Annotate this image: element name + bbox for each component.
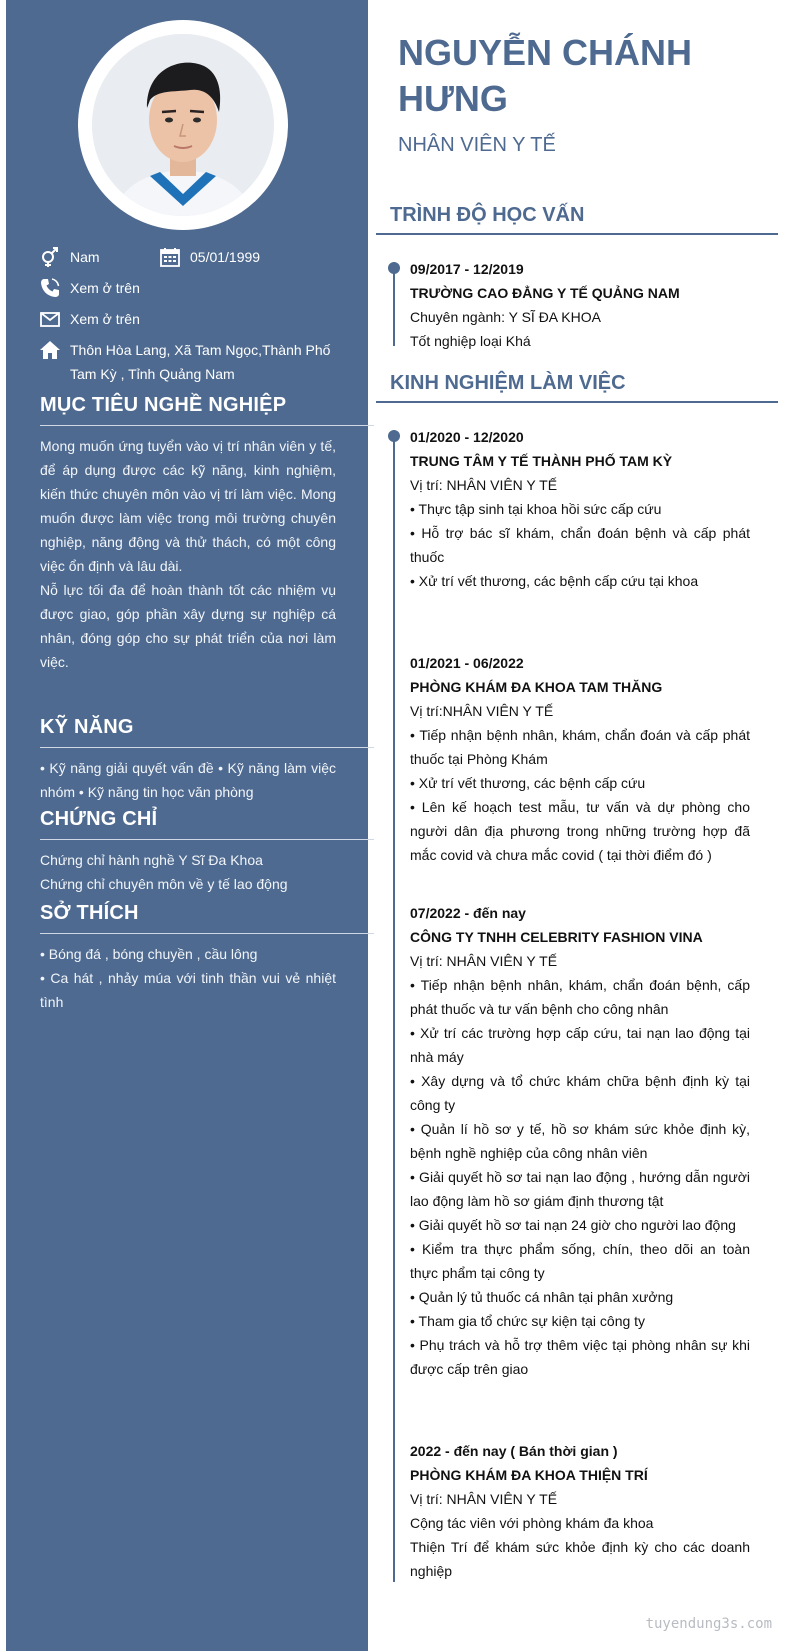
objective-body: [40, 434, 374, 674]
entry-date: 2022 - đến nay ( Bán thời gian ): [410, 1443, 618, 1459]
email-row: [40, 307, 340, 331]
entry-line: • Xử trí vết thương, các bệnh cấp cứu: [410, 775, 646, 791]
objective-section: [40, 394, 374, 674]
entry-line: Vị trí:NHÂN VIÊN Y TẾ: [410, 703, 554, 719]
entry-line: • Xây dựng và tổ chức khám chữa bệnh định kỳ tại công ty: [410, 1073, 750, 1113]
phone-value: Xem ở trên: [70, 280, 140, 296]
phone-icon: [40, 278, 60, 298]
watermark: tuyendung3s.com: [645, 1616, 772, 1632]
candidate-name: NGUYỄN CHÁNH HƯNG: [398, 32, 693, 119]
experience-entry: [410, 1439, 750, 1583]
experience-title: KINH NGHIỆM LÀM VIỆC: [376, 372, 778, 403]
entry-line: • Thực tập sinh tại khoa hồi sức cấp cứu: [410, 501, 662, 517]
entry-org: CÔNG TY TNHH CELEBRITY FASHION VINA: [410, 929, 703, 945]
entry-line: • Giải quyết hồ sơ tai nạn lao động , hướng dẫn người lao động làm hồ sơ giám định thương tật: [410, 1169, 750, 1209]
entry-line: • Tham gia tổ chức sự kiện tại công ty: [410, 1313, 646, 1329]
certificates-body: [40, 848, 374, 896]
entry-line: • Xử trí vết thương, các bệnh cấp cứu tại khoa: [410, 573, 699, 589]
calendar-icon: [160, 247, 180, 267]
entry-date: 09/2017 - 12/2019: [410, 261, 524, 277]
entry-date: 07/2022 - đến nay: [410, 905, 526, 921]
entry-line: Thiện Trí để khám sức khỏe định kỳ cho các doanh nghiệp: [410, 1539, 750, 1579]
entry-line: • Hỗ trợ bác sĩ khám, chẩn đoán bệnh và cấp phát thuốc: [410, 525, 750, 565]
avatar: [92, 34, 274, 216]
entry-line: Tốt nghiệp loại Khá: [410, 333, 531, 349]
entry-line: • Phụ trách và hỗ trợ thêm việc tại phòng nhân sự khi được cấp trên giao: [410, 1337, 750, 1377]
hobbies-section: [40, 902, 374, 1014]
entry-line: • Quản lí hồ sơ y tế, hồ sơ khám sức khỏe định kỳ, bệnh nghề nghiệp của công nhân viên: [410, 1121, 750, 1161]
entry-date: 01/2021 - 06/2022: [410, 655, 524, 671]
entry-line: Chuyên ngành: Y SĨ ĐA KHOA: [410, 309, 601, 325]
address-value: Thôn Hòa Lang, Xã Tam Ngọc,Thành Phố Tam Kỳ , Tỉnh Quảng Nam: [70, 342, 331, 382]
skills-body: • Kỹ năng giải quyết vấn đề • Kỹ năng làm việc nhóm • Kỹ năng tin học văn phòng: [40, 760, 336, 800]
gender-icon: [40, 247, 60, 267]
objective-title: MỤC TIÊU NGHỀ NGHIỆP: [40, 394, 374, 426]
avatar-photo: [92, 34, 274, 216]
gender-value: Nam: [70, 249, 100, 265]
timeline-dot: [388, 262, 400, 274]
entry-org: PHÒNG KHÁM ĐA KHOA TAM THĂNG: [410, 679, 663, 695]
entry-date: 01/2020 - 12/2020: [410, 429, 524, 445]
certificates-section: [40, 808, 374, 896]
education-title: TRÌNH ĐỘ HỌC VẤN: [376, 204, 778, 235]
experience-entry: [410, 651, 750, 867]
entry-line: • Kiểm tra thực phẩm sống, chín, theo dõi an toàn thực phẩm tại công ty: [410, 1241, 750, 1281]
entry-org: TRƯỜNG CAO ĐẲNG Y TẾ QUẢNG NAM: [410, 285, 680, 301]
job-title: NHÂN VIÊN Y TẾ: [398, 134, 556, 156]
phone-row: [40, 276, 340, 300]
education-entry: [410, 257, 750, 353]
experience-entry: [410, 901, 750, 1381]
objective-paragraph: Nỗ lực tối đa để hoàn thành tốt các nhiệm vụ được giao, góp phần xây dựng sự nghiệp cá nhân, đóng góp cho sự phát triển của nơi làm việc.: [40, 582, 336, 670]
entry-line: • Quản lý tủ thuốc cá nhân tại phân xưởng: [410, 1289, 674, 1305]
skills-section: [40, 716, 374, 804]
entry-line: Vị trí: NHÂN VIÊN Y TẾ: [410, 477, 558, 493]
hobby-item: • Bóng đá , bóng chuyền , cầu lông: [40, 946, 258, 962]
home-icon: [40, 340, 60, 360]
experience-timeline: [393, 430, 395, 1582]
left-sidebar: [6, 0, 368, 1651]
skills-title: KỸ NĂNG: [40, 716, 374, 748]
entry-line: Vị trí: NHÂN VIÊN Y TẾ: [410, 1491, 558, 1507]
avatar-frame: [78, 20, 288, 230]
certificate-item: Chứng chỉ chuyên môn về y tế lao động: [40, 876, 288, 892]
entry-line: Vị trí: NHÂN VIÊN Y TẾ: [410, 953, 558, 969]
entry-org: TRUNG TÂM Y TẾ THÀNH PHỐ TAM KỲ: [410, 453, 673, 469]
objective-paragraph: Mong muốn ứng tuyển vào vị trí nhân viên y tế, để áp dụng được các kỹ năng, kinh nghiệm, kiến thức chuyên môn vào vị trí làm việc. Mong muốn được làm việc trong môi trường chuyên nghiệp, năng động và thử thách, có một công việc ổn định và lâu dài.: [40, 438, 336, 574]
hobby-item: • Ca hát , nhảy múa với tinh thần vui vẻ nhiệt tình: [40, 970, 336, 1010]
entry-line: • Giải quyết hồ sơ tai nạn 24 giờ cho người lao động: [410, 1217, 736, 1233]
certificates-title: CHỨNG CHỈ: [40, 808, 374, 840]
envelope-icon: [40, 309, 60, 329]
entry-line: • Lên kế hoạch test mẫu, tư vấn và dự phòng cho người dân địa phương trong những trường hợp đã mắc covid và chưa mắc covid ( tại thời điểm đó ): [410, 799, 750, 863]
entry-line: Cộng tác viên với phòng khám đa khoa: [410, 1515, 654, 1531]
entry-line: • Tiếp nhận bệnh nhân, khám, chẩn đoán bệnh, cấp phát thuốc và tư vấn bệnh cho công nhân: [410, 977, 750, 1017]
experience-entry: [410, 425, 750, 593]
entry-org: PHÒNG KHÁM ĐA KHOA THIỆN TRÍ: [410, 1467, 648, 1483]
email-value: Xem ở trên: [70, 311, 140, 327]
contact-info: [40, 245, 340, 393]
entry-line: • Xử trí các trường hợp cấp cứu, tai nạn lao động tại nhà máy: [410, 1025, 750, 1065]
entry-line: • Tiếp nhận bệnh nhân, khám, chẩn đoán và cấp phát thuốc tại Phòng Khám: [410, 727, 750, 767]
hobbies-title: SỞ THÍCH: [40, 902, 374, 934]
education-timeline: [393, 262, 395, 346]
certificate-item: Chứng chỉ hành nghề Y Sĩ Đa Khoa: [40, 852, 263, 868]
hobbies-body: [40, 942, 374, 1014]
address-row: [40, 338, 340, 386]
birthday-value: 05/01/1999: [190, 249, 261, 265]
timeline-dot: [388, 430, 400, 442]
